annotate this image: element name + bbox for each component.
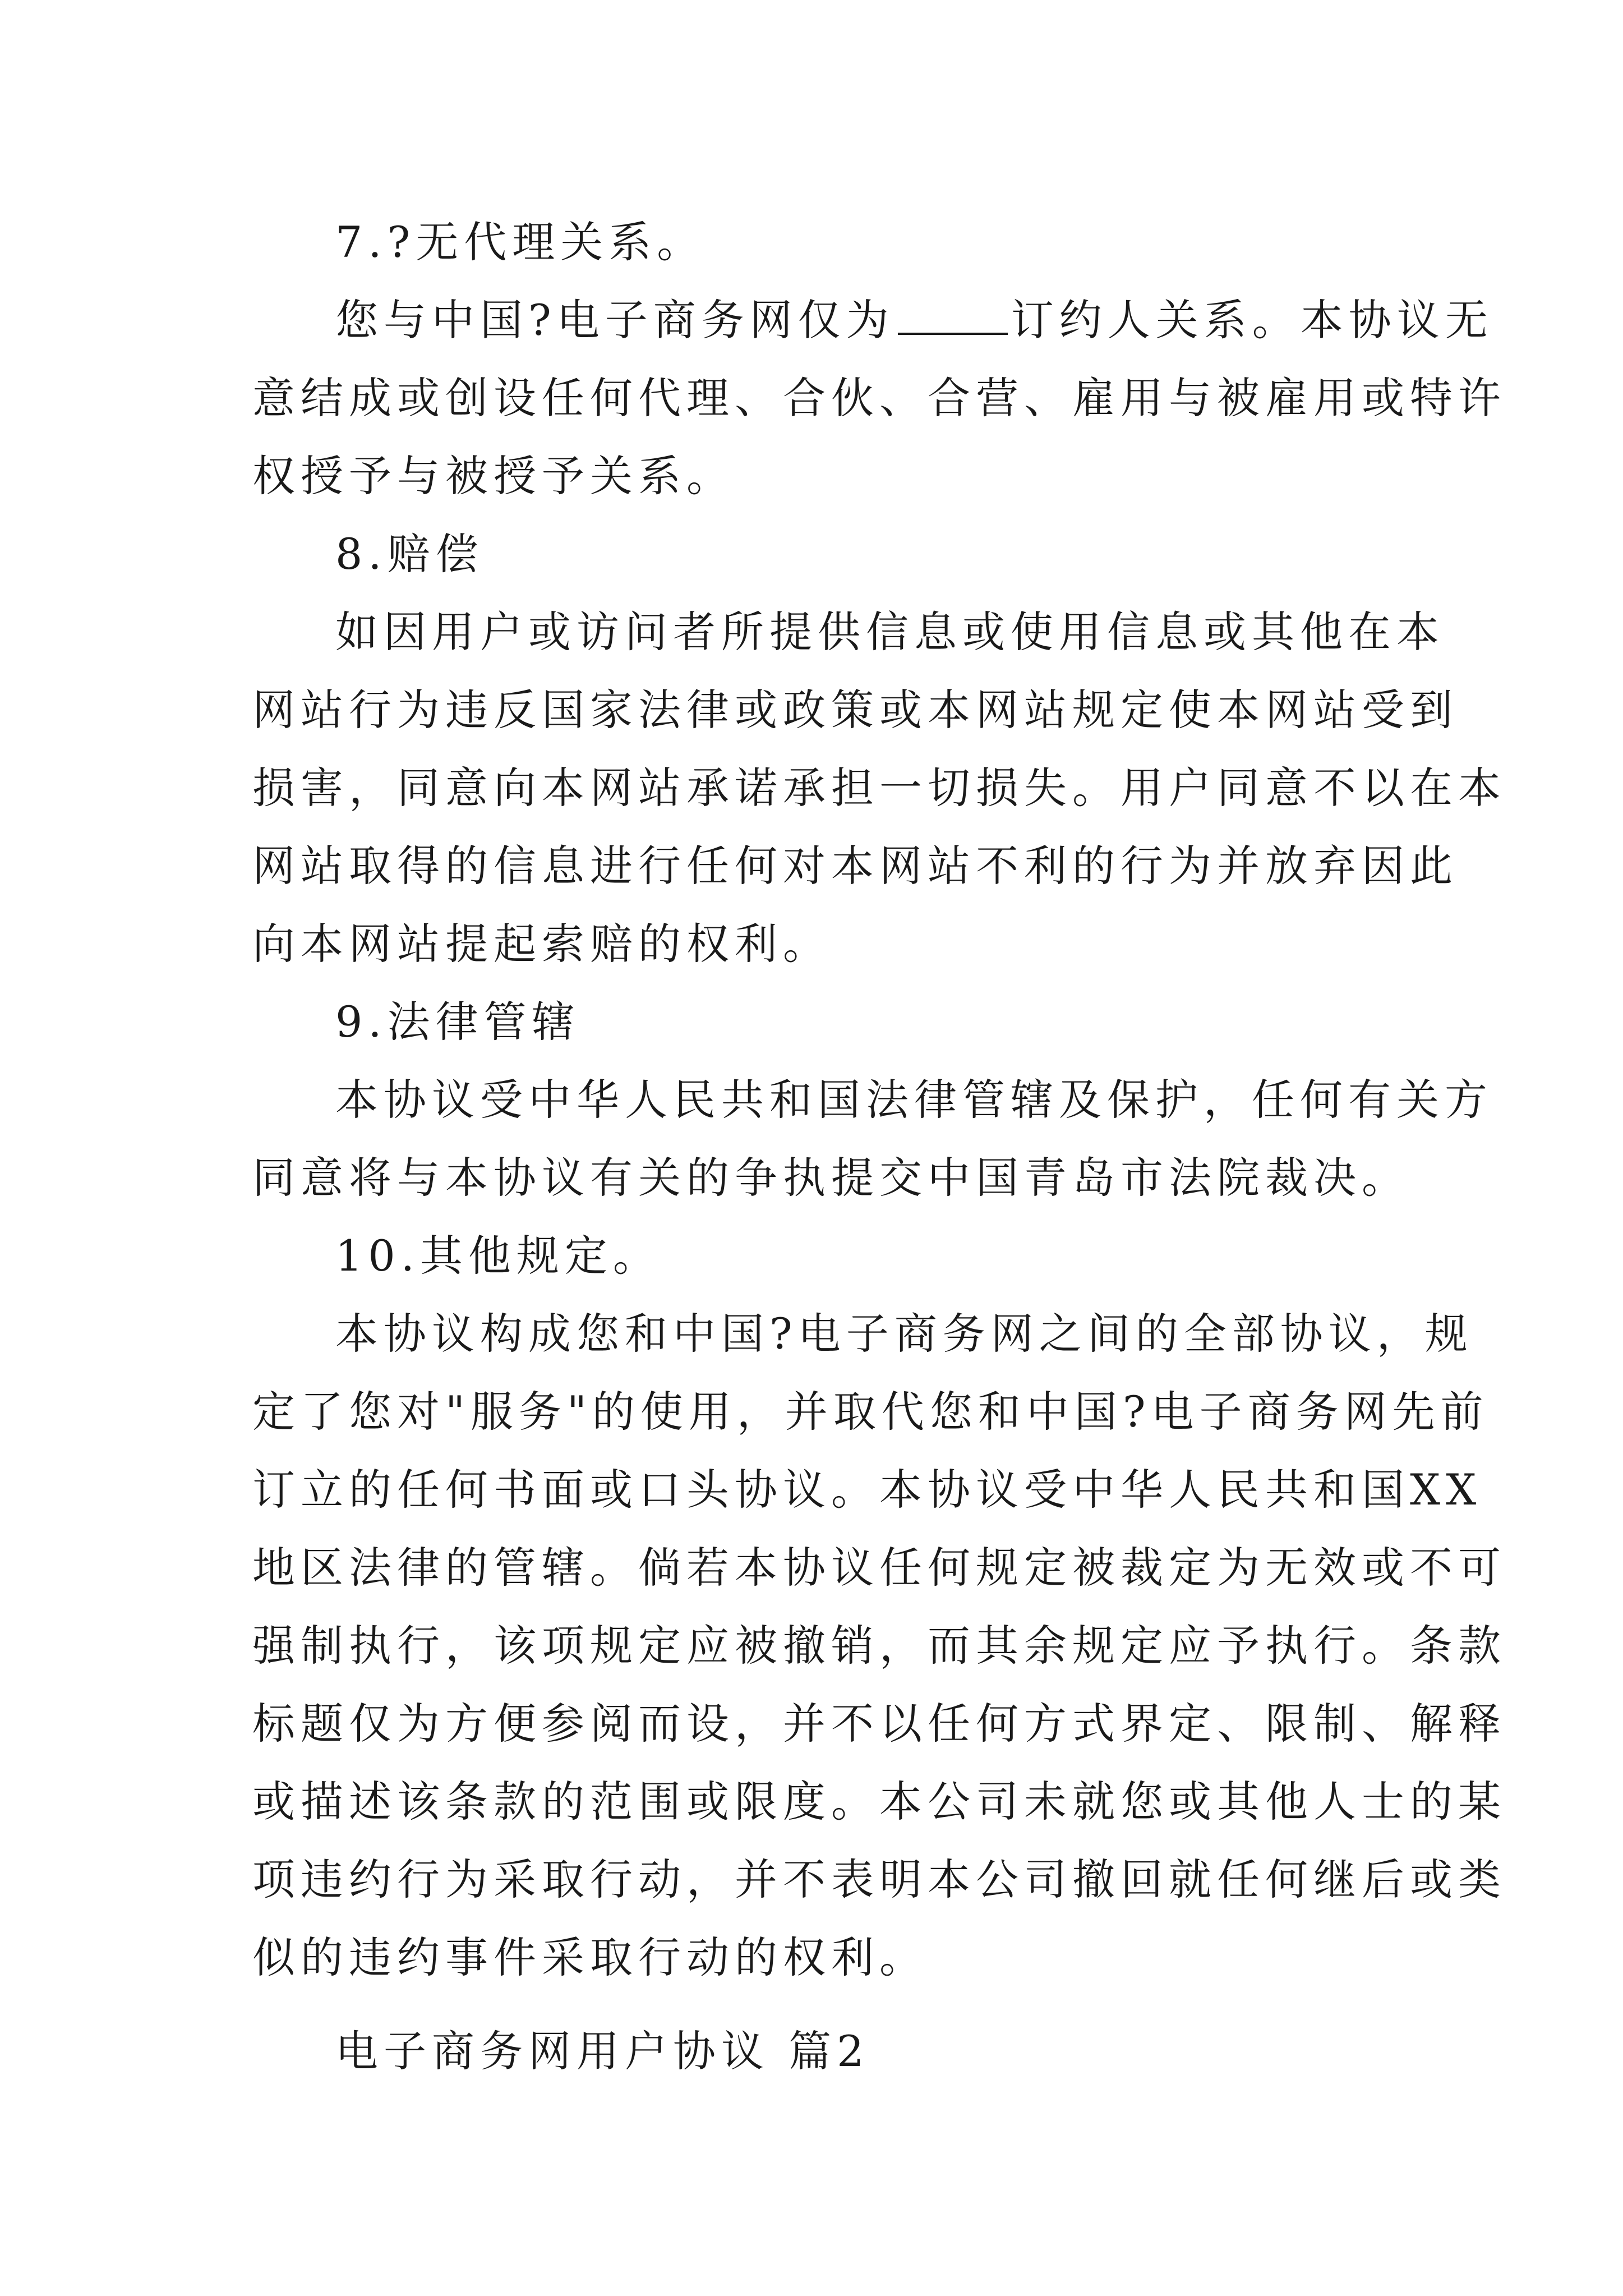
document-body — [252, 203, 1506, 2090]
paragraph-line: 网站取得的信息进行任何对本网站不利的行为并放弃因此 — [252, 841, 1458, 891]
section-heading-9: 9.法律管辖 — [335, 997, 580, 1047]
paragraph-line: 意结成或创设任何代理、合伙、合营、雇用与被雇用或特许 — [252, 373, 1506, 423]
paragraph-line: 向本网站提起索赔的权利。 — [252, 919, 831, 969]
next-document-title: 电子商务网用户协议 篇2 — [335, 2026, 870, 2076]
section-heading-7: 7.?无代理关系。 — [335, 217, 706, 267]
paragraph-line: 似的违约事件采取行动的权利。 — [252, 1932, 928, 1982]
paragraph-line: 或描述该条款的范围或限度。本公司未就您或其他人士的某 — [252, 1777, 1506, 1826]
paragraph-line: 强制执行，该项规定应被撤销，而其余规定应予执行。条款 — [252, 1621, 1506, 1671]
paragraph-line: 本协议受中华人民共和国法律管辖及保护，任何有关方 — [335, 1075, 1493, 1125]
paragraph-line: 标题仅为方便参阅而设，并不以任何方式界定、限制、解释 — [252, 1699, 1506, 1749]
paragraph-line: 订立的任何书面或口头协议。本协议受中华人民共和国XX — [252, 1465, 1482, 1515]
paragraph-text: 订约人关系。本协议无 — [1011, 295, 1493, 345]
section-heading-8: 8.赔偿 — [335, 529, 484, 579]
paragraph-line: 地区法律的管辖。倘若本协议任何规定被裁定为无效或不可 — [252, 1543, 1506, 1593]
spacer — [252, 1996, 1380, 2012]
paragraph-line: 权授予与被授予关系。 — [252, 451, 735, 501]
paragraph-line: 项违约行为采取行动，并不表明本公司撤回就任何继后或类 — [252, 1855, 1506, 1904]
paragraph-line: 如因用户或访问者所提供信息或使用信息或其他在本 — [335, 607, 1445, 657]
paragraph-line: 同意将与本协议有关的争执提交中国青岛市法院裁决。 — [252, 1153, 1410, 1203]
paragraph-text: 您与中国?电子商务网仅为 — [335, 295, 895, 345]
section-heading-10: 10.其他规定。 — [335, 1231, 661, 1281]
paragraph-line: 网站行为违反国家法律或政策或本网站规定使本网站受到 — [252, 685, 1458, 735]
paragraph-line — [252, 281, 1493, 359]
paragraph-line: 定了您对"服务"的使用，并取代您和中国?电子商务网先前 — [252, 1387, 1489, 1437]
paragraph-line: 损害，同意向本网站承诺承担一切损失。用户同意不以在本 — [252, 763, 1506, 813]
paragraph-line: 本协议构成您和中国?电子商务网之间的全部协议，规 — [335, 1309, 1473, 1359]
fill-in-blank — [898, 299, 1008, 335]
